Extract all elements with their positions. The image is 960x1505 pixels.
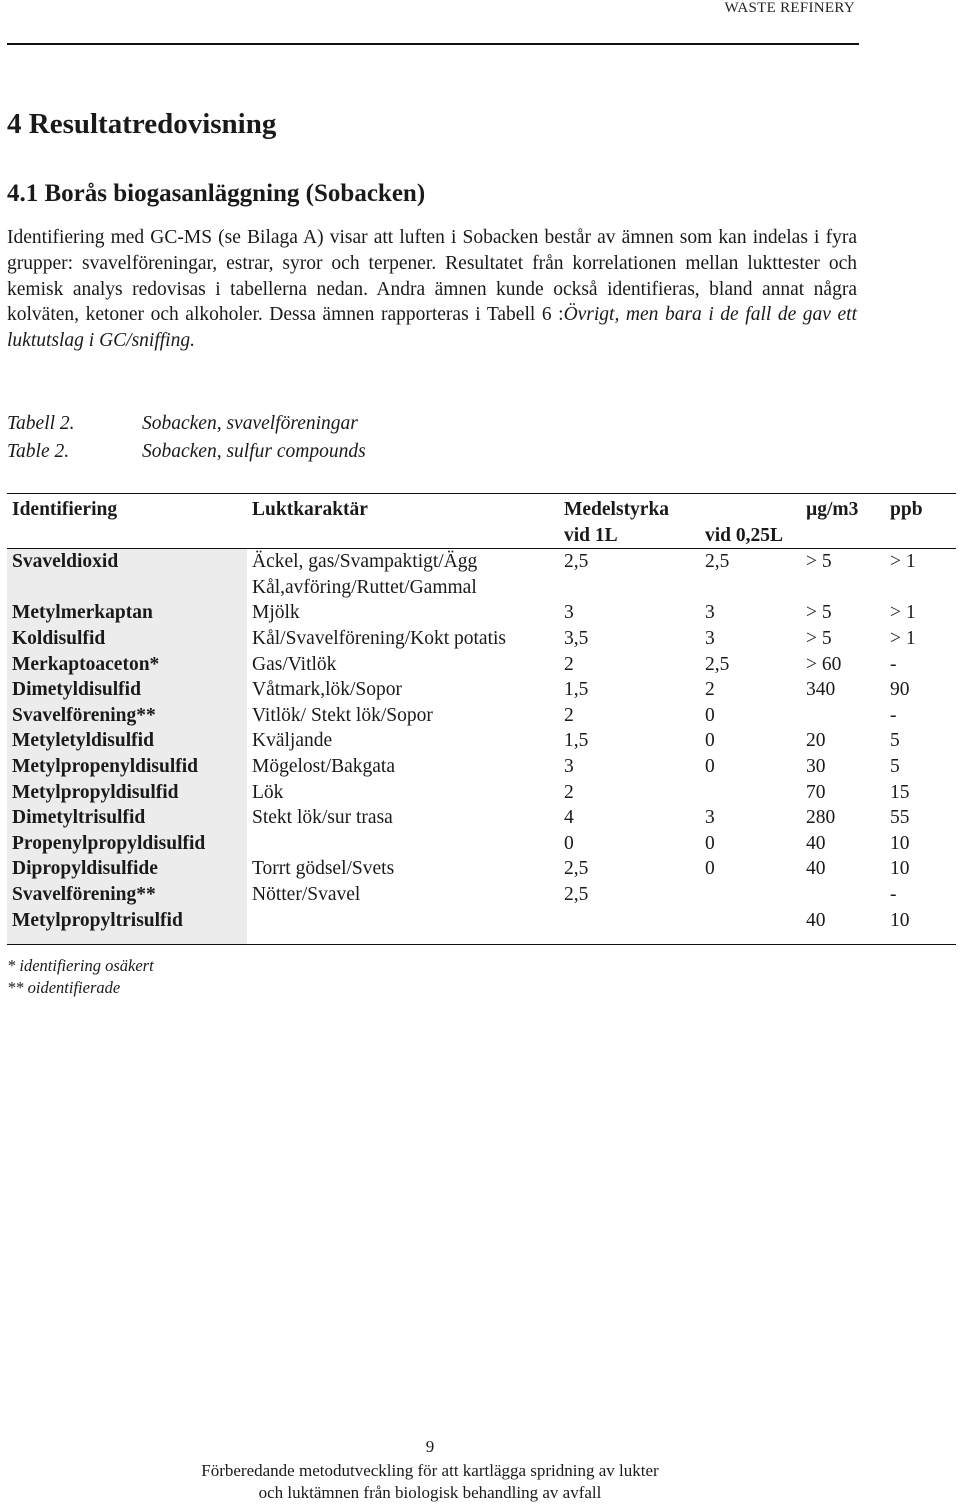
compound-name: Svaveldioxid	[7, 549, 247, 575]
intensity-1l: 0	[564, 832, 574, 854]
concentration-ppb: > 1	[890, 602, 916, 624]
compound-name: Dimetyldisulfid	[7, 677, 247, 703]
intensity-1l: 4	[564, 807, 574, 829]
footnote-uncertain: * identifiering osäkert	[7, 956, 154, 975]
intensity-025l: 2,5	[705, 653, 730, 675]
table-row	[7, 677, 956, 703]
concentration-ug-m3: 30	[806, 755, 826, 777]
concentration-ppb: 5	[890, 755, 900, 777]
intensity-025l: 3	[705, 602, 715, 624]
col-header-identifiering: Identifiering	[7, 494, 247, 523]
caption-en-title: Sobacken, sulfur compounds	[142, 441, 366, 462]
compound-name: Dimetyltrisulfid	[7, 805, 247, 831]
compound-name: Metylpropenyldisulfid	[7, 754, 247, 780]
concentration-ppb: > 1	[890, 627, 916, 649]
concentration-ppb: 90	[890, 679, 910, 701]
odor-character: Äckel, gas/Svampaktigt/Ägg	[252, 551, 478, 573]
odor-character: Våtmark,lök/Sopor	[252, 679, 403, 701]
odor-character: Kål,avföring/Ruttet/Gammal	[252, 576, 477, 598]
table-row	[7, 652, 956, 678]
table-body	[7, 549, 956, 944]
table-row	[7, 600, 956, 626]
concentration-ug-m3: 40	[806, 832, 826, 854]
col-header-ug-m3: µg/m3	[801, 494, 885, 523]
odor-character: Mögelost/Bakgata	[252, 755, 395, 777]
table-row	[7, 908, 956, 945]
odor-character: Mjölk	[252, 602, 300, 624]
concentration-ug-m3	[801, 575, 885, 601]
table-row	[7, 805, 956, 831]
intensity-025l	[700, 780, 801, 806]
table-row	[7, 882, 956, 908]
caption-en-label: Table 2.	[7, 441, 70, 462]
intensity-1l	[559, 908, 700, 945]
intensity-1l	[559, 575, 700, 601]
compound-name: Metylpropyldisulfid	[7, 780, 247, 806]
table-row	[7, 703, 956, 729]
concentration-ppb: 10	[885, 908, 956, 945]
concentration-ppb: 10	[890, 858, 910, 880]
col-header-luktkaraktar: Luktkaraktär	[247, 494, 559, 523]
intensity-025l: 0	[705, 755, 715, 777]
caption-sv-label: Tabell 2.	[7, 413, 75, 434]
compound-name: Metyletyldisulfid	[7, 728, 247, 754]
compound-name: Merkaptoaceton*	[7, 652, 247, 678]
concentration-ug-m3: > 5	[806, 602, 832, 624]
intro-italic-tail: Övrigt, men bara i de fall de gav ett luktutslag i GC/sniffing.	[7, 304, 857, 352]
concentration-ug-m3: 340	[806, 679, 836, 701]
odor-character: Kål/Svavelförening/Kokt potatis	[252, 627, 506, 649]
table-row	[7, 626, 956, 652]
table-caption-sv	[7, 413, 358, 435]
concentration-ug-m3: > 5	[806, 627, 832, 649]
sulfur-compounds-table	[7, 493, 956, 945]
odor-character: Kväljande	[252, 730, 333, 752]
concentration-ug-m3: 280	[806, 807, 836, 829]
concentration-ppb: 55	[890, 807, 910, 829]
page-footer	[0, 1460, 860, 1504]
compound-name: Koldisulfid	[7, 626, 247, 652]
intensity-025l	[700, 575, 801, 601]
page-number: 9	[425, 1437, 435, 1456]
compound-name: Svavelförening**	[7, 882, 247, 908]
intensity-025l: 0	[705, 832, 715, 854]
compound-name: Svavelförening**	[7, 703, 247, 729]
concentration-ug-m3: 70	[806, 781, 826, 803]
intensity-025l	[700, 882, 801, 908]
concentration-ppb: -	[890, 883, 897, 905]
col-header-vid-025l: vid 0,25L	[700, 523, 801, 549]
intensity-1l: 2	[564, 704, 574, 726]
table-row	[7, 754, 956, 780]
concentration-ppb: 5	[890, 730, 900, 752]
odor-character: Vitlök/ Stekt lök/Sopor	[252, 704, 433, 726]
intensity-025l: 0	[705, 704, 715, 726]
concentration-ppb	[885, 575, 956, 601]
concentration-ppb: -	[890, 653, 897, 675]
intro-paragraph	[7, 225, 857, 354]
intensity-1l: 2	[564, 653, 574, 675]
table-caption-en	[7, 441, 366, 463]
intro-text: Identifiering med GC-MS (se Bilaga A) visar att luften i Sobacken består av ämnen som kan indelas i fyra grupper: svavelföreningar, estrar, syror och terpener. Resultatet från korrelationen mellan lukttester och kemisk analys redovisas i tabellerna nedan. Andra ämnen kunde också identifieras, bland annat några kolväten, ketoner och alkoholer. Dessa ämnen rapporteras i Tabell 6 :	[7, 227, 857, 326]
odor-character: Stekt lök/sur trasa	[252, 807, 393, 829]
compound-name: Metylpropyltrisulfid	[7, 908, 247, 945]
intensity-1l: 2,5	[564, 883, 589, 905]
footnote-unidentified: ** oidentifierade	[7, 978, 121, 997]
concentration-ug-m3: > 60	[806, 653, 842, 675]
concentration-ppb: -	[890, 704, 897, 726]
running-header: WASTE REFINERY	[724, 0, 855, 16]
odor-character	[247, 908, 559, 945]
footer-line-1: Förberedande metodutveckling för att kartlägga spridning av lukter	[201, 1461, 659, 1480]
footnotes	[7, 955, 154, 999]
subsection-title: 4.1 Borås biogasanläggning (Sobacken)	[7, 180, 426, 207]
col-header-medelstyrka: Medelstyrka	[559, 494, 700, 523]
table-subheader-row	[7, 523, 956, 549]
odor-character	[247, 831, 559, 857]
odor-character: Gas/Vitlök	[252, 653, 337, 675]
intensity-1l: 3	[564, 755, 574, 777]
intensity-025l: 2,5	[705, 551, 730, 573]
concentration-ppb: 10	[890, 832, 910, 854]
intensity-025l: 0	[705, 730, 715, 752]
table-row	[7, 831, 956, 857]
intensity-025l: 3	[705, 627, 715, 649]
concentration-ug-m3: 40	[806, 858, 826, 880]
table-row	[7, 780, 956, 806]
odor-character: Lök	[252, 781, 284, 803]
intensity-1l: 2,5	[564, 551, 589, 573]
concentration-ug-m3: > 5	[806, 551, 832, 573]
header-rule	[7, 43, 859, 45]
intensity-1l: 3,5	[564, 627, 589, 649]
col-header-vid-1l: vid 1L	[559, 523, 700, 549]
table-row	[7, 575, 956, 601]
intensity-025l: 3	[705, 807, 715, 829]
intensity-1l: 1,5	[564, 730, 589, 752]
intensity-1l: 2,5	[564, 858, 589, 880]
intensity-025l: 0	[705, 858, 715, 880]
concentration-ug-m3: 20	[806, 730, 826, 752]
compound-name	[7, 575, 247, 601]
compound-name: Propenylpropyldisulfid	[7, 831, 247, 857]
odor-character: Nötter/Svavel	[252, 883, 361, 905]
concentration-ug-m3	[801, 882, 885, 908]
col-header-ppb: ppb	[885, 494, 956, 523]
table-row	[7, 856, 956, 882]
intensity-1l: 1,5	[564, 679, 589, 701]
concentration-ppb: > 1	[890, 551, 916, 573]
compound-name: Dipropyldisulfide	[7, 856, 247, 882]
concentration-ppb: 15	[890, 781, 910, 803]
intensity-1l: 3	[564, 602, 574, 624]
table-header-row	[7, 494, 956, 523]
intensity-025l	[700, 908, 801, 945]
intensity-1l: 2	[564, 781, 574, 803]
footer-line-2: och luktämnen från biologisk behandling av avfall	[258, 1483, 602, 1502]
concentration-ug-m3: 40	[801, 908, 885, 945]
section-title: 4 Resultatredovisning	[7, 108, 277, 140]
intensity-025l: 2	[705, 679, 715, 701]
odor-character: Torrt gödsel/Svets	[252, 858, 395, 880]
compound-name: Metylmerkaptan	[7, 600, 247, 626]
concentration-ug-m3	[801, 703, 885, 729]
caption-sv-title: Sobacken, svavelföreningar	[142, 413, 358, 434]
table-row	[7, 728, 956, 754]
table-row	[7, 549, 956, 575]
